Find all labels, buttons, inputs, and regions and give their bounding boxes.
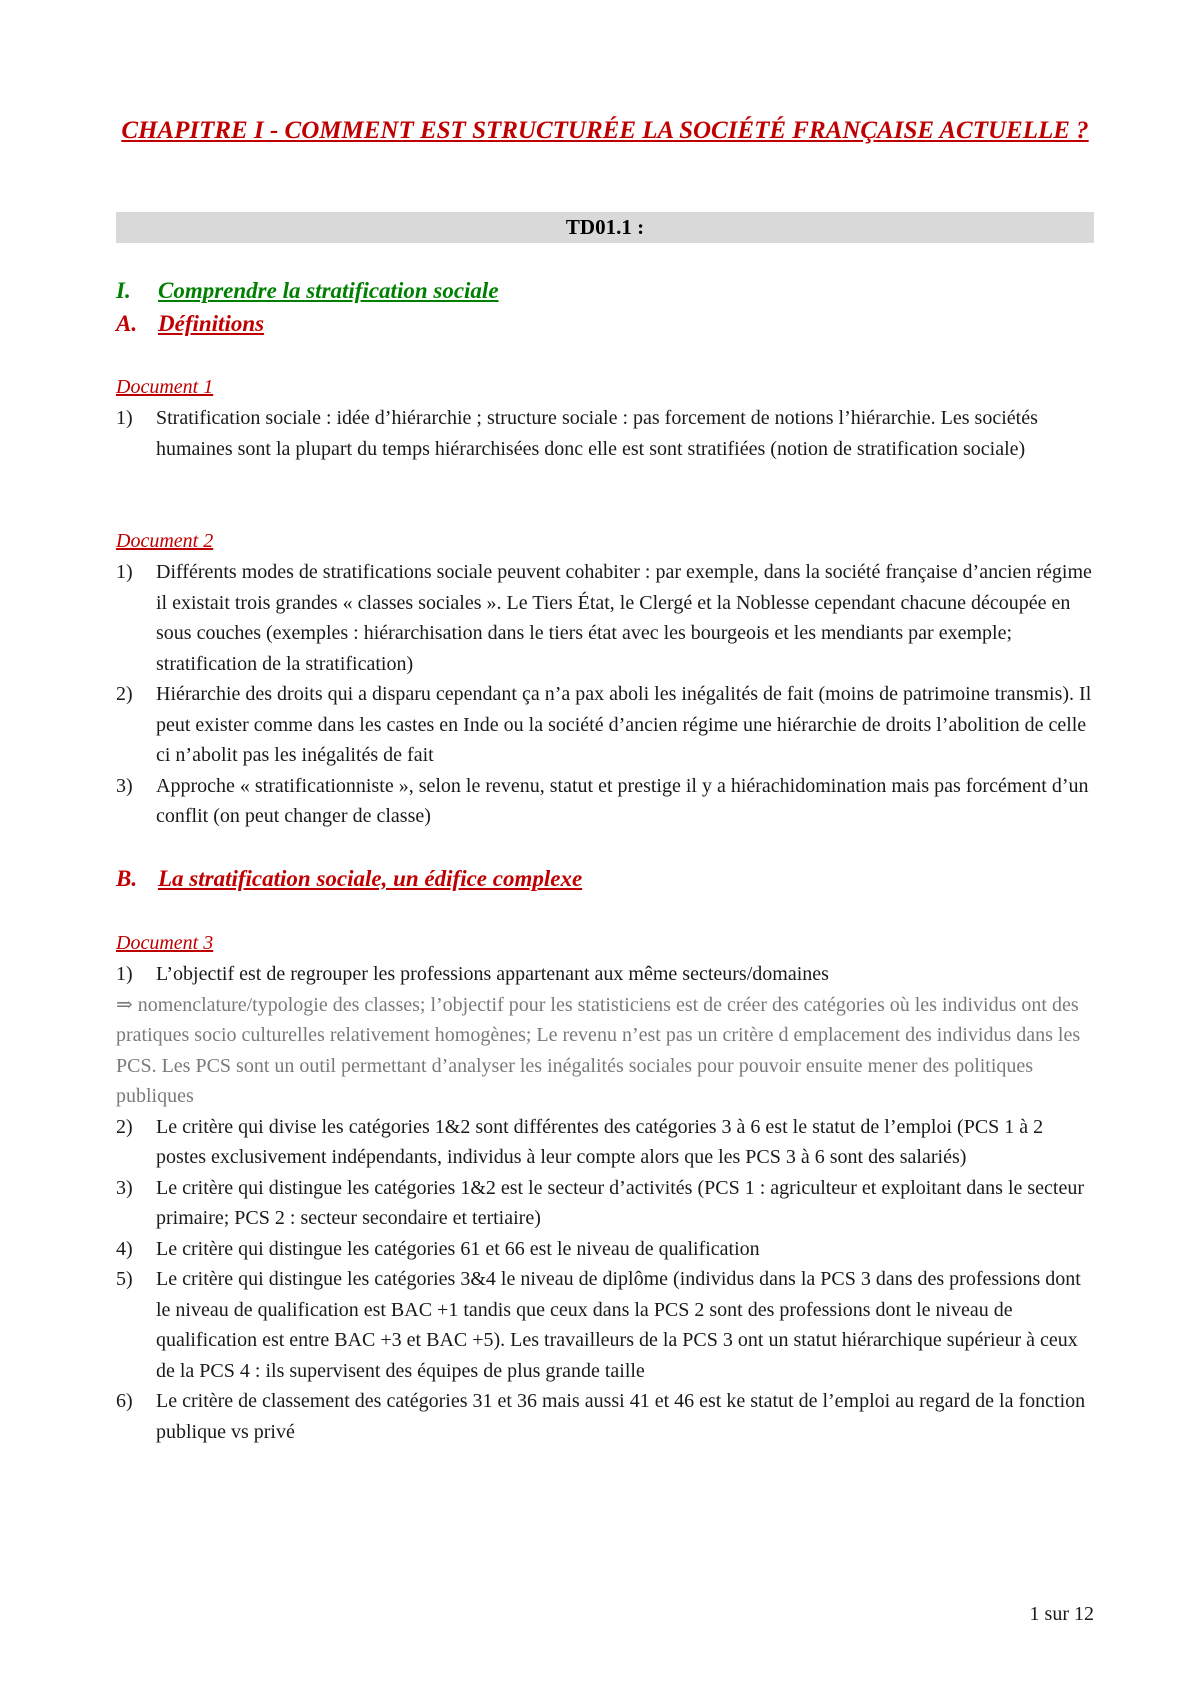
list-item [116,403,1094,464]
section-heading-A [116,309,264,339]
page-number: 1 sur 12 [1029,1603,1094,1625]
item-number: 6) [116,1390,133,1412]
item-text: Le critère qui distingue les catégories 3&4 le niveau de diplôme (individus dans la PCS 3 dans des professions dont le niveau de qualification est BAC +1 tandis que ceux dans la PCS 2 sont des professions dont le niveau de qualification est entre BAC +3 et BAC +5). Les travailleurs de la PCS 3 ont un statut hiérarchique supérieur à ceux de la PCS 4 : ils supervisent des équipes de plus grande taille [156,1268,1081,1382]
list-item [116,771,1094,832]
item-text: Approche « stratificationniste », selon le revenu, statut et prestige il y a hiérachidomination mais pas forcément d’un conflit (on peut changer de classe) [156,774,1089,827]
item-text: Le critère qui divise les catégories 1&2 sont différentes des catégories 3 à 6 est le statut de l’emploi (PCS 1 à 2 postes exclusivement indépendants, individus à leur compte alors que les PCS 3 à 6 sont des salariés) [156,1115,1044,1168]
item-number: 3) [116,1176,133,1199]
item-number: 2) [116,683,133,705]
document-3-label: Document 3 [116,932,214,954]
item-text: Le critère de classement des catégories 31 et 36 mais aussi 41 et 46 est ke statut de l’emploi au regard de la fonction publique vs privé [156,1390,1086,1443]
item-text: Le critère qui distingue les catégories 1&2 est le secteur d’activités (PCS 1 : agriculteur et exploitant dans le secteur primaire; PCS 2 : secteur secondaire et tertiaire) [156,1176,1085,1229]
td-banner: TD01.1 : [116,212,1094,243]
section-title: Comprendre la stratification sociale [158,278,499,303]
section-number: A. [116,311,138,336]
document-2-label: Document 2 [116,530,214,552]
item-text: Le critère qui distingue les catégories 61 et 66 est le niveau de qualification [156,1237,760,1260]
list-item [116,1386,1094,1447]
section-number: B. [116,866,138,891]
item-text: L’objectif est de regrouper les professions appartenant aux même secteurs/domaines [156,963,829,985]
document-2-list [116,557,1094,832]
section-number: I. [116,278,131,303]
section-heading-B [116,864,582,894]
list-item [116,1234,1094,1265]
implies-arrow-icon: ⇒ [116,993,133,1016]
section-title: La stratification sociale, un édifice complexe [158,866,583,891]
section-title: Définitions [158,311,265,336]
list-item [116,557,1094,679]
item-number: 2) [116,1115,133,1138]
item-text: Stratification sociale : idée d’hiérarchie ; structure sociale : pas forcement de notions l’hiérarchie. Les sociétés humaines sont la plupart du temps hiérarchisées donc elle est sont stratifiées (notion de stratification sociale) [156,407,1038,460]
document-3-list [116,959,1094,1447]
chapter-title: CHAPITRE I - COMMENT EST STRUCTURÉE LA SOCIÉTÉ FRANÇAISE ACTUELLE ? [121,117,1089,144]
item-number: 4) [116,1237,133,1260]
list-item [116,1112,1094,1173]
item-number: 3) [116,774,133,797]
item-text: Hiérarchie des droits qui a disparu cependant ça n’a pax aboli les inégalités de fait (moins de patrimoine transmis). Il peut exister comme dans les castes en Inde ou la société d’ancien régime une hiérarchie de droits l’abolition de celle ci n’abolit pas les inégalités de fait [156,683,1092,766]
item-number: 1) [116,963,133,985]
list-item [116,1173,1094,1234]
item-text: Différents modes de stratifications sociale peuvent cohabiter : par exemple, dans la société française d’ancien régime il existait trois grandes « classes sociales ». Le Tiers État, le Clergé et la Noblesse cependant chacune découpée en sous couches (exemples : hiérarchisation dans le tiers état avec les bourgeois et les mendiants par exemple; stratification de la stratification) [156,561,1092,675]
grey-text: nomenclature/typologie des classes; l’objectif pour les statisticiens est de créer des catégories où les individus ont des pratiques socio culturelles relativement homogènes; Le revenu n’est pas un critère d emplacement des individus dans les PCS. Les PCS sont un outil permettant d’analyser les inégalités sociales pour pouvoir ensuite mener des politiques publiques [116,993,1081,1107]
grey-paragraph [116,990,1094,1112]
document-1-list [116,403,1094,464]
list-item [116,959,1094,990]
list-item [116,679,1094,771]
document-1-label: Document 1 [116,376,214,398]
item-number: 1) [116,407,133,429]
item-number: 1) [116,561,133,583]
section-heading-I [116,276,499,306]
document-page [116,0,1094,1696]
item-number: 5) [116,1268,133,1290]
list-item [116,1264,1094,1386]
